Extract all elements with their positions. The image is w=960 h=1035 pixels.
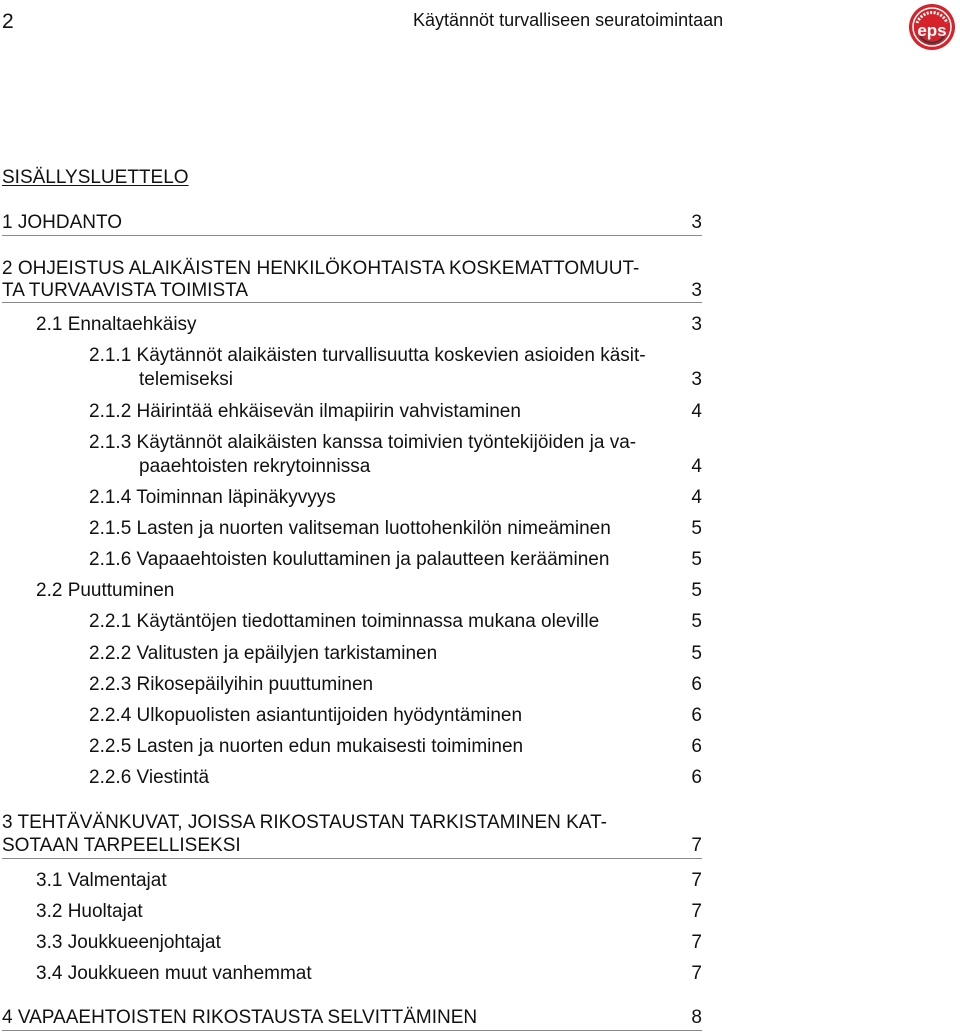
toc-entry[interactable] bbox=[2, 811, 702, 859]
toc-entry-title-continued: TA TURVAAVISTA TOIMISTA bbox=[2, 280, 249, 301]
toc-entry-page: 5 bbox=[691, 643, 702, 664]
toc-entry-page: 3 bbox=[691, 369, 702, 390]
toc-entry[interactable] bbox=[89, 548, 702, 572]
toc-entry-page: 5 bbox=[691, 611, 702, 632]
toc-entry-title-continued: SOTAAN TARPEELLISEKSI bbox=[2, 835, 241, 856]
toc-entry-title: 3 TEHTÄVÄNKUVAT, JOISSA RIKOSTAUSTAN TARKISTAMINEN KAT- bbox=[2, 812, 607, 833]
toc-entry-page: 7 bbox=[691, 963, 702, 984]
toc-entry-page: 5 bbox=[691, 518, 702, 539]
toc-entry[interactable] bbox=[89, 431, 702, 479]
toc-entry-title-continued: telemiseksi bbox=[139, 369, 233, 390]
toc-entry-title: 2.2.6 Viestintä bbox=[89, 767, 210, 788]
toc-entry[interactable] bbox=[36, 313, 702, 337]
toc-entry-title: 2.2.1 Käytäntöjen tiedottaminen toiminnassa mukana oleville bbox=[89, 611, 600, 632]
toc-entry-page: 8 bbox=[691, 1007, 702, 1028]
logo-text: eps bbox=[917, 21, 947, 40]
toc-entry-title: 2.1.4 Toiminnan läpinäkyvyys bbox=[89, 487, 336, 508]
toc-entry-title: 2.1.1 Käytännöt alaikäisten turvallisuutta koskevien asioiden käsit- bbox=[89, 345, 646, 366]
toc-entry-page: 7 bbox=[691, 932, 702, 953]
toc-entry-page: 7 bbox=[691, 835, 702, 856]
toc-entry[interactable] bbox=[89, 704, 702, 728]
toc-entry-title: 2.1.5 Lasten ja nuorten valitseman luottohenkilön nimeäminen bbox=[89, 518, 611, 539]
toc-entry[interactable] bbox=[89, 486, 702, 510]
toc-title: SISÄLLYSLUETTELO bbox=[2, 167, 189, 188]
toc-entry-page: 5 bbox=[691, 549, 702, 570]
toc-entry-title: 2.1.6 Vapaaehtoisten kouluttaminen ja palautteen kerääminen bbox=[89, 549, 610, 570]
toc-entry[interactable] bbox=[89, 517, 702, 541]
toc-entry[interactable] bbox=[89, 642, 702, 666]
toc-entry-title: 2.2.3 Rikosepäilyihin puuttuminen bbox=[89, 674, 374, 695]
toc-entry-page: 3 bbox=[691, 280, 702, 301]
toc-entry-page: 4 bbox=[691, 456, 702, 477]
club-logo-icon bbox=[908, 3, 956, 51]
toc-entry[interactable] bbox=[89, 673, 702, 697]
toc-entry-page: 6 bbox=[691, 736, 702, 757]
toc-entry-title: 3.2 Huoltajat bbox=[36, 901, 143, 922]
toc-entry[interactable] bbox=[89, 400, 702, 424]
toc-entry[interactable] bbox=[36, 900, 702, 924]
toc-entry-page: 3 bbox=[691, 314, 702, 335]
toc-entry-page: 6 bbox=[691, 705, 702, 726]
toc-entry[interactable] bbox=[2, 211, 702, 236]
toc-entry-title: 2.1.2 Häirintää ehkäisevän ilmapiirin vahvistaminen bbox=[89, 401, 521, 422]
toc-entry-title: 2.2 Puuttuminen bbox=[36, 580, 175, 601]
header-title: Käytännöt turvalliseen seuratoimintaan bbox=[413, 10, 724, 30]
toc-entry-title: 2 OHJEISTUS ALAIKÄISTEN HENKILÖKOHTAISTA KOSKEMATTOMUUT- bbox=[2, 258, 640, 279]
toc-entry[interactable] bbox=[2, 257, 702, 303]
page-number: 2 bbox=[2, 10, 14, 33]
toc-entry[interactable] bbox=[2, 1006, 702, 1031]
toc-entry-title-continued: paaehtoisten rekrytoinnissa bbox=[139, 456, 371, 477]
toc-entry[interactable] bbox=[89, 735, 702, 759]
toc-entry[interactable] bbox=[89, 766, 702, 790]
toc-entry[interactable] bbox=[36, 869, 702, 893]
toc-entry-page: 6 bbox=[691, 767, 702, 788]
toc-entry-page: 7 bbox=[691, 870, 702, 891]
toc-entry-title: 1 JOHDANTO bbox=[2, 212, 123, 233]
toc-entry[interactable] bbox=[36, 931, 702, 955]
toc-entry-page: 5 bbox=[691, 580, 702, 601]
toc-entry-page: 4 bbox=[691, 487, 702, 508]
toc-entry[interactable] bbox=[36, 579, 702, 603]
toc-entry[interactable] bbox=[89, 610, 702, 634]
toc-entry[interactable] bbox=[36, 962, 702, 986]
toc-entry-title: 4 VAPAAEHTOISTEN RIKOSTAUSTA SELVITTÄMINEN bbox=[2, 1007, 478, 1028]
toc-entry-title: 3.1 Valmentajat bbox=[36, 870, 167, 891]
toc-entry-page: 7 bbox=[691, 901, 702, 922]
toc-entry-page: 4 bbox=[691, 401, 702, 422]
toc-entry-title: 2.2.2 Valitusten ja epäilyjen tarkistaminen bbox=[89, 643, 438, 664]
toc-entry-page: 6 bbox=[691, 674, 702, 695]
toc-entry-title: 3.4 Joukkueen muut vanhemmat bbox=[36, 963, 312, 984]
toc-entry-title: 2.2.5 Lasten ja nuorten edun mukaisesti toimiminen bbox=[89, 736, 524, 757]
toc-entry-title: 2.1 Ennaltaehkäisy bbox=[36, 314, 197, 335]
toc-entry-title: 2.1.3 Käytännöt alaikäisten kanssa toimivien työntekijöiden ja va- bbox=[89, 432, 637, 453]
toc-entry[interactable] bbox=[89, 344, 702, 392]
toc-entry-title: 2.2.4 Ulkopuolisten asiantuntijoiden hyödyntäminen bbox=[89, 705, 523, 726]
toc-entry-title: 3.3 Joukkueenjohtajat bbox=[36, 932, 221, 953]
toc-entry-page: 3 bbox=[691, 212, 702, 233]
